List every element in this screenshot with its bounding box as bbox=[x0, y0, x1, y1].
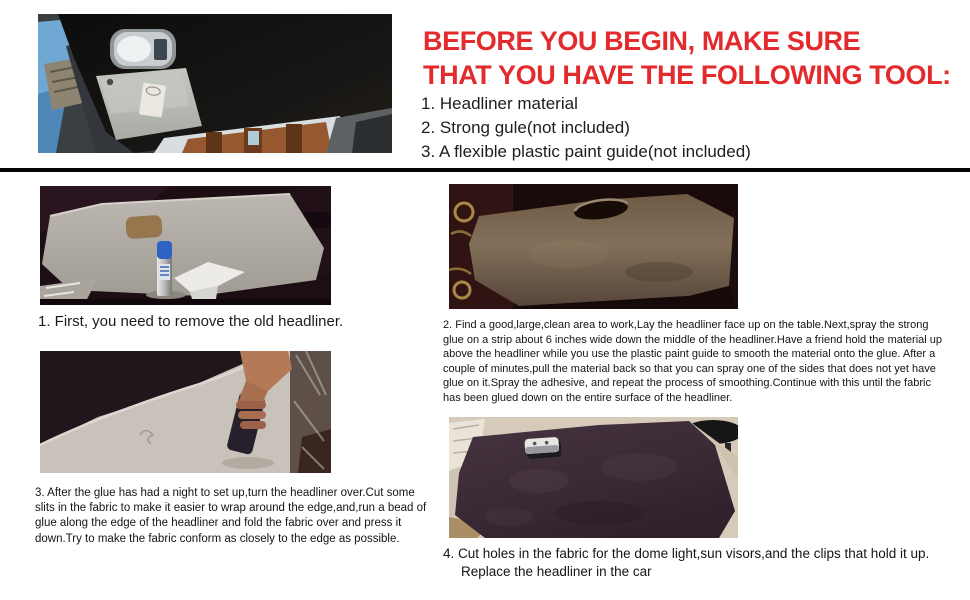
tool-list bbox=[421, 92, 751, 164]
page-title bbox=[423, 24, 963, 92]
step-4-illustration bbox=[449, 417, 738, 538]
page-title-line2: THAT YOU HAVE THE FOLLOWING TOOL: bbox=[423, 60, 951, 90]
step-4-photo bbox=[449, 417, 738, 538]
step-3-caption: 3. After the glue has had a night to set up,turn the headliner over.Cut some slits in the fabric to make it easier to wrap around the edge,and,run a bead of glue along the edge of the headliner and fold the fabric over and press it down.Try to make the fabric conform as closely to the edge as possible. bbox=[35, 487, 427, 545]
tool-item-2: 2. Strong gule(not included) bbox=[421, 118, 630, 137]
step-1-illustration bbox=[40, 186, 331, 305]
car-interior-headliner-photo bbox=[38, 14, 392, 153]
page-title-line1: BEFORE YOU BEGIN, MAKE SURE bbox=[423, 26, 861, 56]
tool-item-1: 1. Headliner material bbox=[421, 94, 578, 113]
car-interior-illustration bbox=[38, 14, 392, 153]
step-4-caption bbox=[443, 545, 953, 580]
step-2-caption: 2. Find a good,large,clean area to work,Lay the headliner face up on the table.Next,spray the strong glue on a strip about 6 inches wide down the middle of the headliner.Have a friend hold the material up above the headliner while you use the plastic paint guide to smooth the material onto the glue. After a couple of minutes,pull the material back so that you can spray one of the sides that does not yet have glue on it.Spray the adhesive, and repeat the process of smoothing.Continue with this until the fabric has been glued down on the entire surface of the headliner. bbox=[443, 319, 942, 404]
step-4-caption-line1: 4. Cut holes in the fabric for the dome light,sun visors,and the clips that hold it up. bbox=[443, 546, 930, 561]
step-2-photo bbox=[449, 184, 738, 309]
step-2-illustration bbox=[449, 184, 738, 309]
step-4-caption-line2: Replace the headliner in the car bbox=[461, 563, 652, 579]
section-divider bbox=[0, 168, 970, 172]
tool-item-3: 3. A flexible plastic paint guide(not included) bbox=[421, 142, 751, 161]
step-3-illustration bbox=[40, 351, 331, 473]
step-1-caption: 1. First, you need to remove the old headliner. bbox=[38, 313, 344, 330]
step-3-photo bbox=[40, 351, 331, 473]
step-1-photo bbox=[40, 186, 331, 305]
